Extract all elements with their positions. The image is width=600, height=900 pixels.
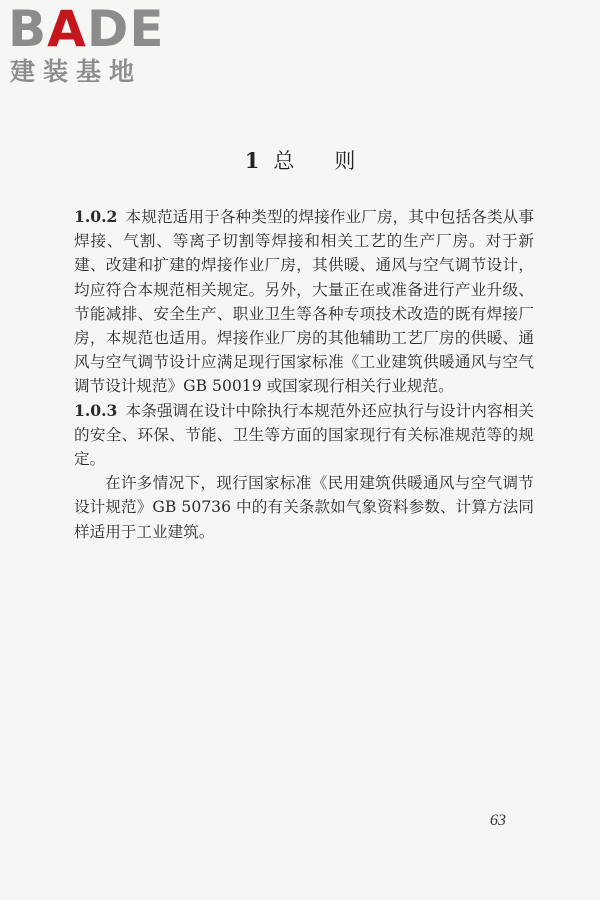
logo-letters-de: DE (86, 0, 165, 58)
clause-text: 本条强调在设计中除执行本规范外还应执行与设计内容相关的安全、环保、节能、卫生等方面的国家现行有关标准规范等的规定。 (74, 401, 534, 469)
logo-letter-a-accent: A (47, 0, 87, 58)
logo-wordmark (8, 0, 165, 58)
logo-subtitle: 建装基地 (10, 57, 143, 86)
chapter-number: 1 (244, 148, 260, 173)
clause-text: 本规范适用于各种类型的焊接作业厂房，其中包括各类从事焊接、气割、等离子切割等焊接和相关工艺的生产厂房。对于新建、改建和扩建的焊接作业厂房，其供暖、通风与空气调节设计，均应符合本规范相关规定。另外，大量正在或准备进行产业升级、节能减排、安全生产、职业卫生等各种专项技术改造的既有焊接厂房，本规范也适用。焊接作业厂房的其他辅助工艺厂房的供暖、通风与空气调节设计应满足现行国家标准《工业建筑供暖通风与空气调节设计规范》GB 50019 或国家现行相关行业规范。 (74, 208, 534, 396)
chapter-heading (0, 147, 600, 175)
chapter-title-char-2: 则 (334, 149, 356, 173)
watermark-logo (8, 0, 178, 86)
clause-number: 1.0.2 (74, 207, 118, 226)
clause-paragraph (74, 399, 534, 472)
clause-paragraph (74, 205, 534, 399)
logo-letter-b: B (8, 0, 48, 58)
body-text (74, 205, 534, 544)
clause-number: 1.0.3 (74, 400, 118, 420)
page-number: 63 (490, 812, 506, 829)
paragraph-text: 在许多情况下，现行国家标准《民用建筑供暖通风与空气调节设计规范》GB 50736 中的有关条款如气象资料参数、计算方法同样适用于工业建筑。 (74, 474, 534, 541)
continuation-paragraph (74, 471, 534, 544)
chapter-title-char-1: 总 (273, 149, 295, 173)
